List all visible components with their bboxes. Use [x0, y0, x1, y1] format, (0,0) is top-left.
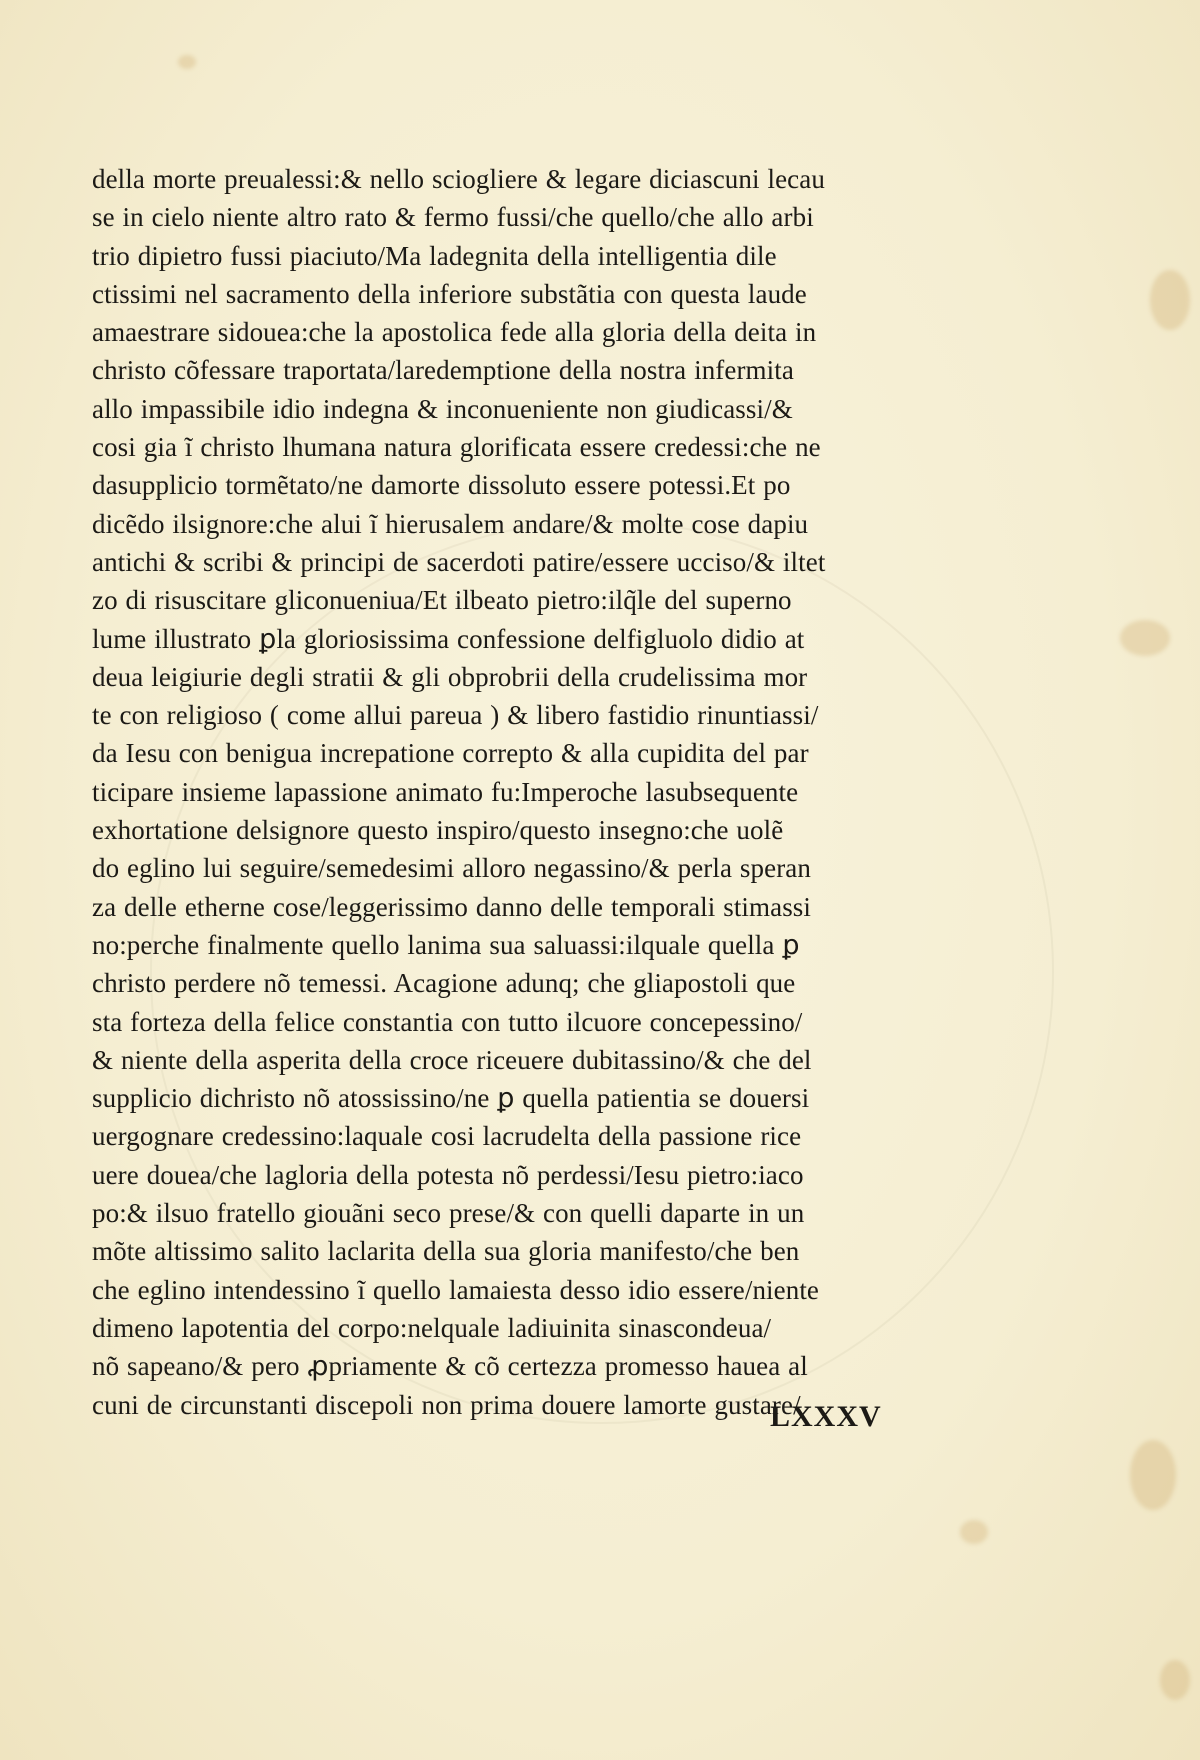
- text-line: christo perdere nõ temessi. Acagione adunq; che gliapostoli que: [92, 968, 796, 999]
- text-line: dicẽdo ilsignore:che alui ĩ hierusalem andare/& molte cose dapiu: [92, 508, 809, 539]
- text-line: po:& ilsuo fratello giouãni seco prese/& con quelli daparte in un: [92, 1198, 805, 1229]
- text-line: antichi & scribi & principi de sacerdoti patire/essere ucciso/& iltet: [92, 546, 826, 577]
- text-line: supplicio dichristo nõ atossissino/ne ꝑ quella patientia se douersi: [92, 1083, 810, 1114]
- text-line: zo di risuscitare gliconueniua/Et ilbeato pietro:ilq̃le del superno: [92, 585, 792, 616]
- text-line: se in cielo niente altro rato & fermo fussi/che quello/che allo arbi: [92, 202, 814, 233]
- text-line: exhortatione delsignore questo inspiro/questo insegno:che uolẽ: [92, 815, 784, 846]
- foxing-stain: [1130, 1440, 1176, 1510]
- text-line: da Iesu con benigua increpatione correpto & alla cupidita del par: [92, 738, 809, 769]
- text-line: uergognare credessino:laquale cosi lacrudelta della passione rice: [92, 1121, 802, 1152]
- text-line: dimeno lapotentia del corpo:nelquale ladiuinita sinascondeua/: [92, 1312, 772, 1343]
- text-line: dasupplicio tormẽtato/ne damorte dissoluto essere potessi.Et po: [92, 470, 791, 501]
- text-line: che eglino intendessino ĩ quello lamaiesta desso idio essere/niente: [92, 1274, 820, 1305]
- text-line: nõ sapeano/& pero ꝓpriamente & cõ certezza promesso hauea al: [92, 1351, 808, 1382]
- foxing-stain: [1160, 1660, 1190, 1700]
- text-line: cosi gia ĩ christo lhumana natura glorificata essere credessi:che ne: [92, 432, 821, 463]
- text-line: uere douea/che lagloria della potesta nõ perdessi/Iesu pietro:iaco: [92, 1159, 804, 1190]
- foxing-stain: [960, 1520, 988, 1544]
- text-line: mõte altissimo salito laclarita della sua gloria manifesto/che ben: [92, 1236, 800, 1267]
- text-line: allo impassibile idio indegna & inconueniente non giudicassi/&: [92, 393, 793, 424]
- text-line: lume illustrato ꝑla gloriosissima confessione delfigluolo didio at: [92, 623, 805, 654]
- foxing-stain: [1150, 270, 1190, 330]
- text-line: ticipare insieme lapassione animato fu:Imperoche lasubsequente: [92, 776, 799, 807]
- foxing-stain: [178, 55, 196, 69]
- text-block: [92, 160, 922, 1424]
- text-line: za delle etherne cose/leggerissimo danno delle temporali stimassi: [92, 891, 812, 922]
- text-line: christo cõfessare traportata/laredemptione della nostra infermita: [92, 355, 794, 386]
- text-line: te con religioso ( come allui pareua ) & libero fastidio rinuntiassi/: [92, 700, 819, 731]
- foxing-stain: [1120, 620, 1170, 656]
- text-line: cuni de circunstanti discepoli non prima douere lamorte gustare/: [92, 1389, 801, 1420]
- text-line: trio dipietro fussi piaciuto/Ma ladegnita della intelligentia dile: [92, 240, 777, 271]
- text-line: sta forteza della felice constantia con tutto ilcuore concepessino/: [92, 1006, 803, 1037]
- text-line: & niente della asperita della croce riceuere dubitassino/& che del: [92, 1044, 812, 1075]
- text-line: amaestrare sidouea:che la apostolica fede alla gloria della deita in: [92, 317, 817, 348]
- text-line: della morte preualessi:& nello sciogliere & legare diciascuni lecau: [92, 164, 825, 194]
- folio-number: LXXXV: [770, 1400, 882, 1433]
- text-line: do eglino lui seguire/semedesimi alloro negassino/& perla speran: [92, 853, 811, 884]
- text-line: ctissimi nel sacramento della inferiore substãtia con questa laude: [92, 278, 807, 309]
- text-line: deua leigiurie degli stratii & gli obprobrii della crudelissima mor: [92, 661, 808, 692]
- text-line: no:perche finalmente quello lanima sua saluassi:ilquale quella ꝑ: [92, 929, 800, 960]
